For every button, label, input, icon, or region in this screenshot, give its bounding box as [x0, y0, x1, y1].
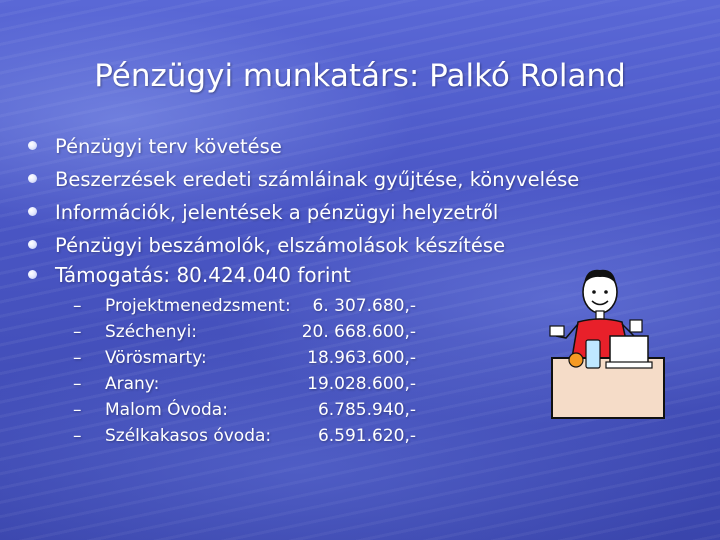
- recipient-name: Szélkakasos óvoda:: [105, 426, 272, 446]
- support-text: Támogatás: 80.424.040 forint: [55, 263, 351, 287]
- dash-marker: –: [73, 348, 82, 368]
- bullet-item: [28, 229, 579, 262]
- recipient-amount: 6.591.620,-: [317, 426, 416, 446]
- dash-marker: –: [73, 296, 82, 316]
- slide-title: Pénzügyi munkatárs: Palkó Roland: [94, 58, 626, 94]
- support-line: [28, 263, 351, 287]
- bullet-text: Információk, jelentések a pénzügyi helyzetről: [55, 201, 499, 224]
- recipient-name: Malom Óvoda:: [105, 400, 228, 420]
- bullet-list: [28, 130, 579, 262]
- recipient-name: Vörösmarty:: [105, 348, 207, 368]
- breakdown-row: [73, 423, 416, 449]
- recipient-name: Arany:: [105, 374, 160, 394]
- dash-marker: –: [73, 322, 82, 342]
- bullet-dot-icon: [28, 207, 37, 216]
- support-breakdown: [73, 293, 416, 449]
- recipient-name: Projektmenedzsment:: [105, 296, 291, 316]
- recipient-amount: 6.785.940,-: [317, 400, 416, 420]
- breakdown-row: [73, 319, 416, 345]
- bullet-dot-icon: [28, 270, 37, 279]
- bullet-text: Pénzügyi beszámolók, elszámolások készítése: [55, 234, 506, 257]
- recipient-name: Széchenyi:: [105, 322, 198, 342]
- breakdown-row: [73, 371, 416, 397]
- dash-marker: –: [73, 426, 82, 446]
- dash-marker: –: [73, 374, 82, 394]
- breakdown-row: [73, 293, 416, 319]
- bullet-item: [28, 163, 579, 196]
- bullet-item: [28, 196, 579, 229]
- bullet-dot-icon: [28, 174, 37, 183]
- dash-marker: –: [73, 400, 82, 420]
- bullet-item: [28, 130, 579, 163]
- breakdown-row: [73, 397, 416, 423]
- bullet-dot-icon: [28, 240, 37, 249]
- bullet-text: Pénzügyi terv követése: [55, 135, 282, 158]
- recipient-amount: 20. 668.600,-: [301, 322, 416, 342]
- recipient-amount: 19.028.600,-: [307, 374, 416, 394]
- recipient-amount: 6. 307.680,-: [312, 296, 416, 316]
- recipient-amount: 18.963.600,-: [307, 348, 416, 368]
- bullet-dot-icon: [28, 141, 37, 150]
- breakdown-row: [73, 345, 416, 371]
- bullet-text: Beszerzések eredeti számláinak gyűjtése, könyvelése: [55, 168, 580, 191]
- office-worker-clipart: [548, 262, 672, 422]
